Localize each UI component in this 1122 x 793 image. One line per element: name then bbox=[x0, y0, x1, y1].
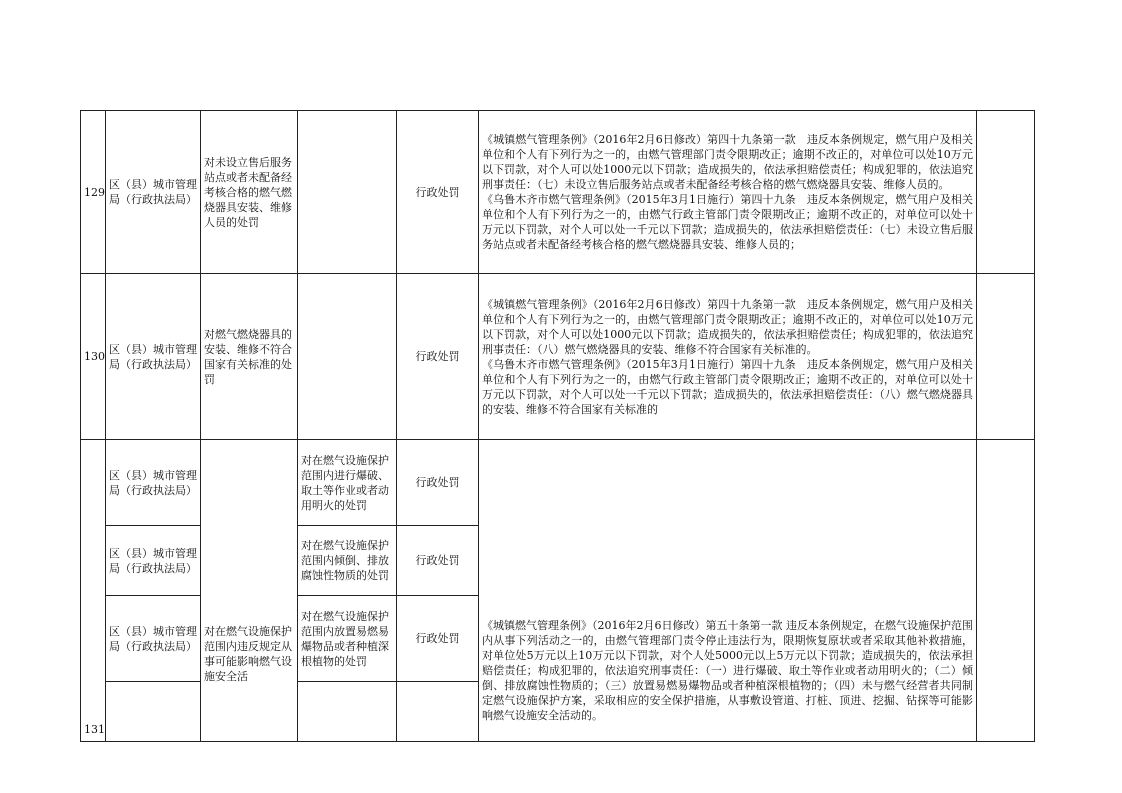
sub-item-cell bbox=[298, 682, 397, 742]
table-viewport bbox=[80, 110, 1034, 736]
penalty-table bbox=[80, 110, 1035, 742]
row-number: 130 bbox=[81, 274, 106, 440]
remark-cell bbox=[977, 440, 1035, 742]
penalty-type-cell: 行政处罚 bbox=[397, 526, 479, 596]
department-cell: 区（县）城市管理局（行政执法局） bbox=[106, 274, 201, 440]
penalty-type-cell: 行政处罚 bbox=[397, 440, 479, 526]
item-name-cell: 对未设立售后服务站点或者未配备经考核合格的燃气燃烧器具安装、维修人员的处罚 bbox=[201, 111, 298, 274]
department-cell bbox=[106, 682, 201, 742]
item-name-cell bbox=[201, 440, 298, 742]
sub-item-cell: 对在燃气设施保护范围内放置易燃易爆物品或者种植深根植物的处罚 bbox=[298, 596, 397, 682]
row-number: 131 bbox=[81, 440, 106, 742]
table-row-131-sub-1 bbox=[81, 440, 1035, 526]
legal-basis-paragraph: 《城镇燃气管理条例》（2016年2月6日修改）第五十条第一款 违反本条例规定，在燃气设施保护范围内从事下列活动之一的，由燃气管理部门责令停止违法行为，限期恢复原状或者采取其他补救措施，对单位处5万元以上10万元以下罚款，对个人处5000元以上5万元以下罚款；造成损失的，依法承担赔偿责任；构成犯罪的，依法追究刑事责任：（一）进行爆破、取土等作业或者动用明火的；（二）倾倒、排放腐蚀性物质的；（三）放置易燃易爆物品或者种植深根植物的；（四）未与燃气经营者共同制定燃气设施保护方案，采取相应的安全保护措施，从事敷设管道、打桩、顶进、挖掘、钻探等可能影响燃气设施安全活动的。 bbox=[482, 619, 973, 722]
sub-item-cell: 对在燃气设施保护范围内进行爆破、取土等作业或者动用明火的处罚 bbox=[298, 440, 397, 526]
item-name-text: 对在燃气设施保护范围内违反规定从事可能影响燃气设施安全活 bbox=[204, 625, 292, 683]
remark-cell bbox=[977, 274, 1035, 440]
remark-cell bbox=[977, 111, 1035, 274]
legal-basis-paragraph: 《乌鲁木齐市燃气管理条例》（2015年3月1日施行）第四十九条 违反本条例规定，燃气用户及相关单位和个人有下列行为之一的，由燃气行政主管部门责令限期改正；逾期不改正的，对单位可以处十万元以下罚款，对个人可以处一千元以下罚款；造成损失的，依法承担赔偿责任：（七）未设立售后服务站点或者未配备经考核合格的燃气燃烧器具安装、维修人员的； bbox=[482, 193, 973, 251]
penalty-type-cell: 行政处罚 bbox=[397, 274, 479, 440]
penalty-type-cell: 行政处罚 bbox=[397, 596, 479, 682]
legal-basis-cell bbox=[479, 111, 977, 274]
penalty-type-cell: 行政处罚 bbox=[397, 111, 479, 274]
item-name-cell: 对燃气燃烧器具的安装、维修不符合国家有关标准的处罚 bbox=[201, 274, 298, 440]
legal-basis-paragraph: 《乌鲁木齐市燃气管理条例》（2015年3月1日施行）第四十九条 违反本条例规定，燃气用户及相关单位和个人有下列行为之一的，由燃气行政主管部门责令限期改正；逾期不改正的，对单位可以处十万元以下罚款，对个人可以处一千元以下罚款；造成损失的，依法承担赔偿责任：（八）燃气燃烧器具的安装、维修不符合国家有关标准的 bbox=[482, 357, 973, 416]
legal-basis-paragraph: 《城镇燃气管理条例》（2016年2月6日修改）第四十九条第一款 违反本条例规定，燃气用户及相关单位和个人有下列行为之一的，由燃气管理部门责令限期改正；逾期不改正的，对单位可以处10万元以下罚款，对个人可以处1000元以下罚款；造成损失的，依法承担赔偿责任；构成犯罪的，依法追究刑事责任：（七）未设立售后服务站点或者未配备经考核合格的燃气燃烧器具安装、维修人员的。 bbox=[482, 133, 973, 191]
department-cell: 区（县）城市管理局（行政执法局） bbox=[106, 440, 201, 526]
department-cell: 区（县）城市管理局（行政执法局） bbox=[106, 526, 201, 596]
table-row-130 bbox=[81, 274, 1035, 440]
legal-basis-cell bbox=[479, 274, 977, 440]
penalty-type-cell bbox=[397, 682, 479, 742]
department-cell: 区（县）城市管理局（行政执法局） bbox=[106, 596, 201, 682]
table-row-129 bbox=[81, 111, 1035, 274]
sub-item-cell: 对在燃气设施保护范围内倾倒、排放腐蚀性物质的处罚 bbox=[298, 526, 397, 596]
department-cell: 区（县）城市管理局（行政执法局） bbox=[106, 111, 201, 274]
sub-item-cell bbox=[298, 274, 397, 440]
row-number: 129 bbox=[81, 111, 106, 274]
legal-basis-paragraph: 《城镇燃气管理条例》（2016年2月6日修改）第四十九条第一款 违反本条例规定，燃气用户及相关单位和个人有下列行为之一的，由燃气管理部门责令限期改正；逾期不改正的，对单位可以处10万元以下罚款，对个人可以处1000元以下罚款；造成损失的，依法承担赔偿责任；构成犯罪的，依法追究刑事责任：（八）燃气燃烧器具的安装、维修不符合国家有关标准的。 bbox=[482, 297, 973, 356]
legal-basis-cell bbox=[479, 440, 977, 742]
sub-item-cell bbox=[298, 111, 397, 274]
